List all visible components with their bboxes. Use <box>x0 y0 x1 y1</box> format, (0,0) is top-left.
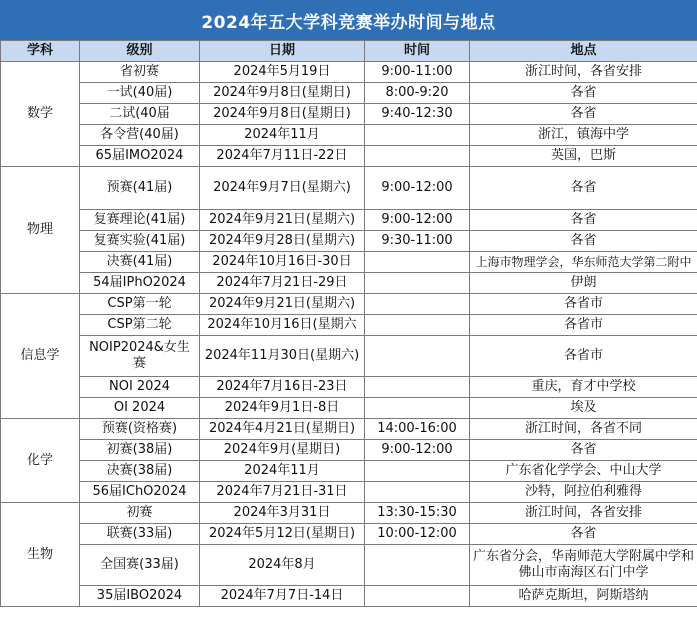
date-cell: 2024年3月31日 <box>200 503 365 524</box>
table-row <box>1 231 697 252</box>
level-cell: 决赛(38届) <box>80 461 200 482</box>
level-cell: 决赛(41届) <box>80 252 200 273</box>
place-cell: 哈萨克斯坦，阿斯塔纳 <box>470 586 697 607</box>
place-cell: 重庆，育才中学校 <box>470 377 697 398</box>
level-cell: 预赛(资格赛) <box>80 419 200 440</box>
place-cell: 广东省化学学会、中山大学 <box>470 461 697 482</box>
date-cell: 2024年4月21日(星期日) <box>200 419 365 440</box>
level-cell: 初赛(38届) <box>80 440 200 461</box>
header-level: 级别 <box>80 41 200 62</box>
level-cell: 一试(40届) <box>80 83 200 104</box>
place-cell: 上海市物理学会，华东师范大学第二附中 <box>470 252 697 273</box>
place-cell: 浙江，镇海中学 <box>470 125 697 146</box>
level-cell: 各令营(40届) <box>80 125 200 146</box>
table-row <box>1 315 697 336</box>
table-row <box>1 273 697 294</box>
time-cell: 9:00-11:00 <box>365 62 470 83</box>
level-cell: 联赛(33届) <box>80 524 200 545</box>
time-cell <box>365 461 470 482</box>
date-cell: 2024年7月21日-31日 <box>200 482 365 503</box>
table-row <box>1 440 697 461</box>
time-cell <box>365 315 470 336</box>
time-cell: 8:00-9:20 <box>365 83 470 104</box>
table-row <box>1 482 697 503</box>
place-cell: 各省市 <box>470 315 697 336</box>
time-cell <box>365 336 470 377</box>
time-cell: 9:00-12:00 <box>365 440 470 461</box>
place-cell: 各省 <box>470 231 697 252</box>
place-cell: 各省 <box>470 104 697 125</box>
level-cell: 预赛(41届) <box>80 167 200 210</box>
header-subject: 学科 <box>1 41 80 62</box>
level-cell: 初赛 <box>80 503 200 524</box>
date-cell: 2024年9月21日(星期六) <box>200 210 365 231</box>
level-cell: CSP第二轮 <box>80 315 200 336</box>
date-cell: 2024年7月7日-14日 <box>200 586 365 607</box>
schedule-table <box>0 40 697 607</box>
table-row <box>1 586 697 607</box>
date-cell: 2024年7月21日-29日 <box>200 273 365 294</box>
time-cell <box>365 377 470 398</box>
date-cell: 2024年9月1日-8日 <box>200 398 365 419</box>
place-cell: 各省市 <box>470 294 697 315</box>
date-cell: 2024年10月16日(星期六 <box>200 315 365 336</box>
table-row <box>1 62 697 83</box>
time-cell: 14:00-16:00 <box>365 419 470 440</box>
date-cell: 2024年11月30日(星期六) <box>200 336 365 377</box>
date-cell: 2024年9月28日(星期六) <box>200 231 365 252</box>
date-cell: 2024年11月 <box>200 125 365 146</box>
level-cell: NOIP2024&女生赛 <box>80 336 200 377</box>
subject-cell: 化学 <box>1 419 80 503</box>
place-cell: 各省 <box>470 210 697 231</box>
table-row <box>1 336 697 377</box>
subject-cell: 物理 <box>1 167 80 294</box>
table-row <box>1 419 697 440</box>
time-cell <box>365 398 470 419</box>
place-cell: 广东省分会，华南师范大学附属中学和佛山市南海区石门中学 <box>470 545 697 586</box>
time-cell <box>365 146 470 167</box>
level-cell: NOI 2024 <box>80 377 200 398</box>
level-cell: OI 2024 <box>80 398 200 419</box>
time-cell: 9:30-11:00 <box>365 231 470 252</box>
table-row <box>1 503 697 524</box>
place-cell: 英国，巴斯 <box>470 146 697 167</box>
time-cell: 9:00-12:00 <box>365 210 470 231</box>
place-cell: 浙江时间，各省安排 <box>470 62 697 83</box>
table-row <box>1 294 697 315</box>
date-cell: 2024年5月19日 <box>200 62 365 83</box>
table-row <box>1 104 697 125</box>
level-cell: 二试(40届 <box>80 104 200 125</box>
date-cell: 2024年9月8日(星期日) <box>200 83 365 104</box>
level-cell: 省初赛 <box>80 62 200 83</box>
date-cell: 2024年9月21日(星期六) <box>200 294 365 315</box>
table-row <box>1 398 697 419</box>
table-body <box>1 62 697 607</box>
time-cell: 9:00-12:00 <box>365 167 470 210</box>
date-cell: 2024年11月 <box>200 461 365 482</box>
subject-cell: 生物 <box>1 503 80 607</box>
time-cell <box>365 294 470 315</box>
place-cell: 各省 <box>470 167 697 210</box>
place-cell: 浙江时间，各省不同 <box>470 419 697 440</box>
table-row <box>1 377 697 398</box>
table-row <box>1 210 697 231</box>
table-row <box>1 524 697 545</box>
header-row <box>1 41 697 62</box>
table-row <box>1 146 697 167</box>
level-cell: 复赛实验(41届) <box>80 231 200 252</box>
place-cell: 各省 <box>470 440 697 461</box>
time-cell: 10:00-12:00 <box>365 524 470 545</box>
level-cell: 全国赛(33届) <box>80 545 200 586</box>
table-row <box>1 545 697 586</box>
time-cell <box>365 482 470 503</box>
level-cell: 35届IBO2024 <box>80 586 200 607</box>
level-cell: 65届IMO2024 <box>80 146 200 167</box>
place-cell: 伊朗 <box>470 273 697 294</box>
place-cell: 各省市 <box>470 336 697 377</box>
header-time: 时间 <box>365 41 470 62</box>
date-cell: 2024年5月12日(星期日) <box>200 524 365 545</box>
date-cell: 2024年9月8日(星期日) <box>200 104 365 125</box>
time-cell <box>365 273 470 294</box>
date-cell: 2024年9月(星期日) <box>200 440 365 461</box>
date-cell: 2024年8月 <box>200 545 365 586</box>
time-cell <box>365 545 470 586</box>
place-cell: 浙江时间，各省安排 <box>470 503 697 524</box>
time-cell <box>365 586 470 607</box>
time-cell <box>365 125 470 146</box>
level-cell: 复赛理论(41届) <box>80 210 200 231</box>
place-cell: 各省 <box>470 524 697 545</box>
date-cell: 2024年9月7日(星期六) <box>200 167 365 210</box>
subject-cell: 数学 <box>1 62 80 167</box>
time-cell: 9:40-12:30 <box>365 104 470 125</box>
table-row <box>1 252 697 273</box>
place-cell: 各省 <box>470 83 697 104</box>
table-row <box>1 125 697 146</box>
table-row <box>1 83 697 104</box>
level-cell: 54届IPhO2024 <box>80 273 200 294</box>
place-cell: 埃及 <box>470 398 697 419</box>
time-cell <box>365 252 470 273</box>
time-cell: 13:30-15:30 <box>365 503 470 524</box>
date-cell: 2024年7月11日-22日 <box>200 146 365 167</box>
header-date: 日期 <box>200 41 365 62</box>
table-row <box>1 167 697 210</box>
header-place: 地点 <box>470 41 697 62</box>
level-cell: 56届IChO2024 <box>80 482 200 503</box>
table-row <box>1 461 697 482</box>
subject-cell: 信息学 <box>1 294 80 419</box>
place-cell: 沙特，阿拉伯利雅得 <box>470 482 697 503</box>
date-cell: 2024年10月16日-30日 <box>200 252 365 273</box>
table-title: 2024年五大学科竞赛举办时间与地点 <box>0 0 697 40</box>
date-cell: 2024年7月16日-23日 <box>200 377 365 398</box>
level-cell: CSP第一轮 <box>80 294 200 315</box>
